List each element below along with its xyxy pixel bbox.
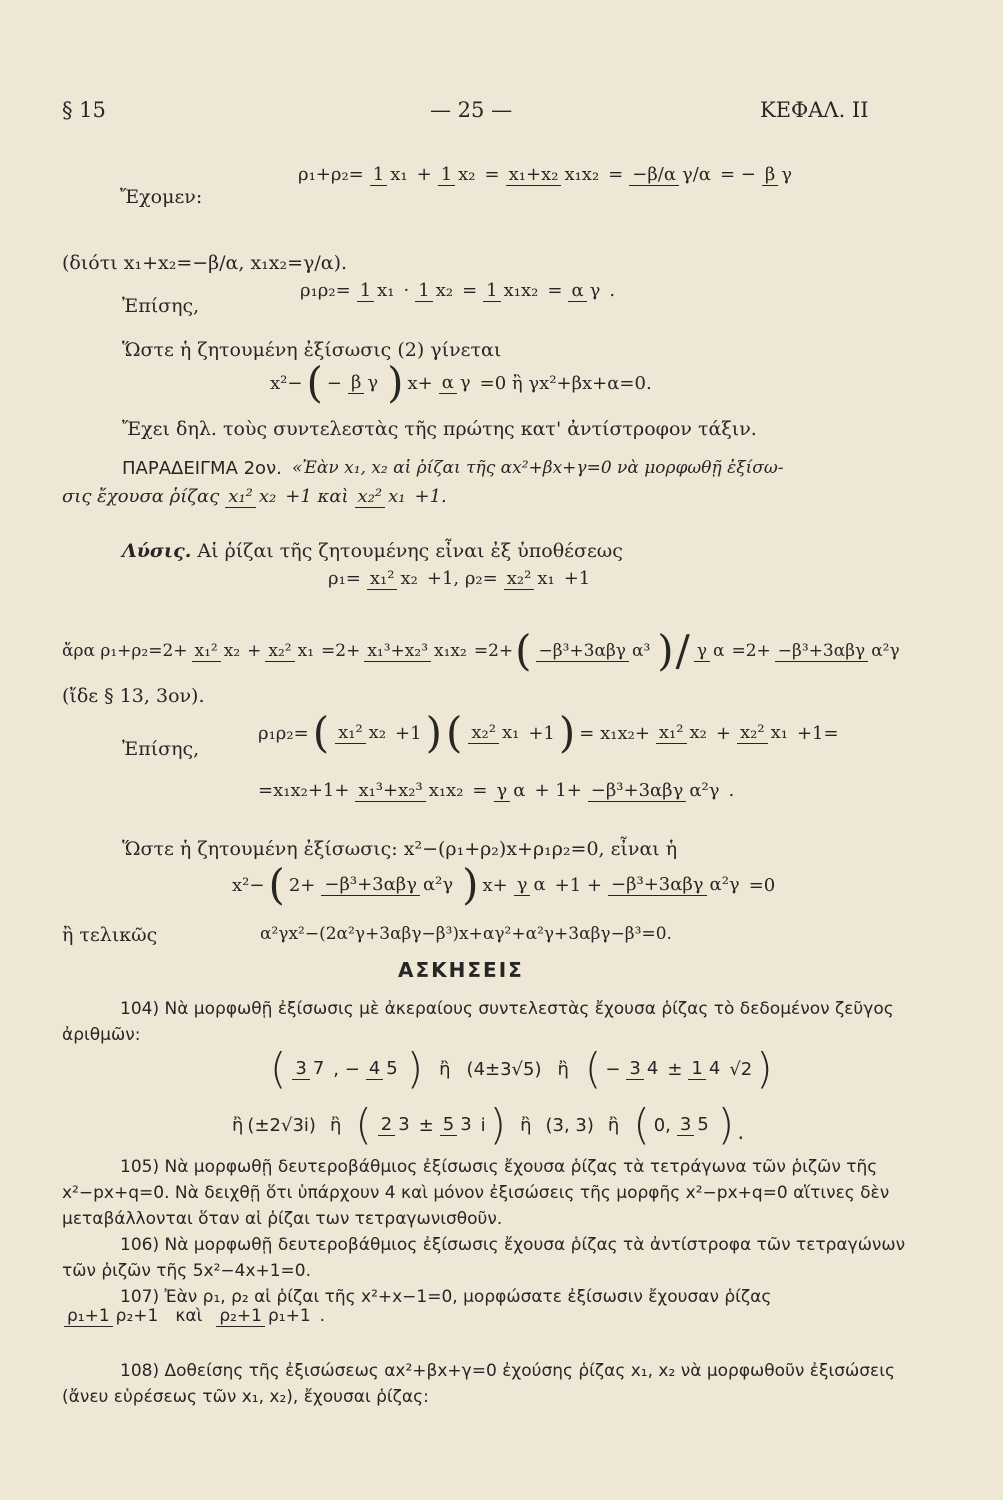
eq-term: =x₁x₂+1+: [258, 780, 350, 802]
numerator: γ: [514, 874, 531, 896]
equation-product: [258, 708, 839, 757]
eq-term: =: [472, 780, 488, 802]
denominator: 3: [398, 1114, 410, 1136]
page-number: — 25 —: [430, 98, 513, 122]
denominator: x₁x₂: [434, 640, 467, 661]
numerator: 3: [292, 1058, 309, 1080]
fraction: [364, 641, 470, 662]
denominator: α: [712, 640, 725, 661]
eq-term: ρ₁ρ₂=: [258, 722, 309, 744]
denominator: ρ₁+1: [268, 1306, 311, 1326]
eq-term: ἢ: [232, 1114, 244, 1136]
denominator: x₂: [368, 722, 387, 744]
denominator: x₂: [223, 640, 241, 661]
numerator: x₂²: [504, 568, 535, 590]
paren: (: [515, 626, 532, 675]
fraction: [608, 874, 743, 896]
numerator: 1: [438, 164, 455, 186]
exercise-108: 108) Δοθείσης τῆς ἐξισώσεως αx²+βx+γ=0 ἐχούσης ῥίζας x₁, x₂ νὰ μορφωθοῦν ἐξισώσεις (ἄνευ εὑρέσεως τῶν x₁, x₂), ἔχουσαι ῥίζας:: [62, 1361, 895, 1407]
text-line: Ἔχει δηλ. τοὺς συντελεστὰς τῆς πρώτης κατ' ἀντίστροφον τάξιν.: [122, 418, 757, 440]
eq-term: (±2√3i): [247, 1114, 316, 1136]
eq-term: ·: [403, 280, 410, 302]
fraction: [629, 164, 714, 186]
numerator: x₂²: [468, 722, 499, 744]
eq-term: ρ₁=: [328, 568, 361, 590]
equation-sum-roots: [298, 164, 797, 186]
paren: (: [445, 708, 463, 757]
fraction: [355, 780, 466, 802]
paren: ).: [717, 1100, 748, 1149]
equation-roots-def: [328, 568, 590, 590]
eq-term: καὶ: [175, 1306, 203, 1327]
eq-term: x²−: [232, 874, 265, 896]
fraction: [225, 486, 279, 508]
eq-term: (3, 3): [545, 1114, 594, 1136]
eq-term: +1.: [414, 486, 447, 508]
eq-term: =: [547, 280, 563, 302]
fraction: [321, 874, 456, 896]
fraction: [216, 1306, 313, 1327]
numerator: 3: [677, 1114, 694, 1136]
numerator: 1: [357, 280, 374, 302]
denominator: γ: [459, 372, 471, 394]
eq-term: ἢ: [329, 1114, 342, 1136]
exercise-104-pairs-row1: [270, 1044, 773, 1093]
denominator: x₁: [388, 486, 406, 507]
eq-term: ἢ: [607, 1114, 620, 1136]
fraction: [688, 1058, 723, 1080]
eq-term: σις ἔχουσα ῥίζας: [62, 486, 220, 508]
fraction: [775, 641, 903, 662]
line-lead: ἢ τελικῶς: [62, 924, 158, 946]
denominator: x₁: [501, 722, 520, 744]
numerator: 1: [415, 280, 432, 302]
equation-product-roots: [300, 280, 615, 302]
paren: ): [406, 1044, 424, 1093]
denominator: x₁: [377, 280, 395, 301]
fraction: [370, 164, 411, 186]
numerator: 1: [483, 280, 500, 302]
eq-term: i: [480, 1114, 486, 1136]
fraction: [367, 568, 421, 590]
numerator: 3: [626, 1058, 643, 1080]
exercise-104: 104) Νὰ μορφωθῇ ἐξίσωσις μὲ ἀκεραίους συντελεστὰς ἔχουσα ῥίζας τὸ δεδομένον ζεῦγος ἀριθμῶν:: [62, 999, 894, 1045]
eq-term: =: [484, 164, 500, 186]
fraction: [438, 164, 479, 186]
fraction: [762, 164, 795, 186]
eq-term: −: [605, 1058, 621, 1080]
paren: (: [584, 1044, 602, 1093]
eq-term: +1: [528, 722, 555, 744]
fraction: [357, 280, 398, 302]
fraction: [536, 641, 654, 662]
exercise-107: 107) Ἐὰν ρ₁, ρ₂ αἱ ῥίζαι τῆς x²+x−1=0, μορφώσατε ἐξίσωσιν ἔχουσαν ῥίζας: [120, 1287, 772, 1307]
numerator: ρ₁+1: [64, 1306, 113, 1327]
paren: (: [270, 1044, 287, 1093]
text-line: Ὥστε ἡ ζητουμένη ἐξίσωσις: x²−(ρ₁+ρ₂)x+ρ₁ρ₂=0, εἶναι ἡ: [122, 838, 678, 860]
eq-term: =0: [748, 874, 776, 896]
numerator: −β³+3αβγ: [536, 641, 629, 662]
eq-term: −: [326, 372, 342, 394]
denominator: x₁x₂: [564, 164, 600, 185]
fraction: [335, 722, 389, 744]
eq-term: =2+: [473, 641, 514, 661]
fraction: [506, 164, 603, 186]
numerator: γ: [494, 780, 511, 802]
fraction: [292, 1058, 327, 1080]
denominator: α³: [631, 640, 651, 661]
eq-term: .: [319, 1306, 326, 1327]
numerator: x₁²: [335, 722, 366, 744]
numerator: x₁³+x₂³: [364, 641, 431, 662]
numerator: 4: [366, 1058, 383, 1080]
numerator: x₁²: [192, 641, 221, 662]
eq-term: +: [247, 641, 262, 661]
denominator: x₂: [435, 280, 454, 301]
eq-term: √2: [729, 1058, 753, 1080]
eq-term: + 1+: [534, 780, 582, 802]
numerator: x₂²: [355, 486, 386, 508]
denominator: α²γ: [709, 874, 740, 896]
text-line: (διότι x₁+x₂=−β/α, x₁x₂=γ/α).: [62, 252, 348, 274]
numerator: −β³+3αβγ: [321, 874, 420, 896]
numerator: x₁+x₂: [506, 164, 562, 186]
paren: (: [306, 358, 323, 407]
fraction: [265, 641, 317, 662]
paren: ): [462, 860, 479, 909]
paren: ): [558, 708, 576, 757]
numerator: 5: [440, 1114, 457, 1136]
eq-term: 2+: [288, 874, 316, 896]
equation-final: α²γx²−(2α²γ+3αβγ−β³)x+αγ²+α²γ+3αβγ−β³=0.: [260, 924, 672, 944]
section-title: ΑΣΚΗΣΕΙΣ: [398, 958, 524, 982]
eq-term: =2+: [731, 641, 771, 661]
fraction: [656, 722, 710, 744]
eq-term: ἢ: [557, 1058, 569, 1080]
denominator: 7: [312, 1058, 325, 1080]
denominator: x₂: [258, 486, 277, 507]
eq-term: = x₁x₂+: [579, 722, 650, 744]
eq-term: 0,: [653, 1114, 671, 1136]
denominator: x₂: [400, 568, 418, 589]
eq-term: x+: [482, 874, 508, 896]
eq-term: +1: [395, 722, 422, 744]
denominator: γ: [781, 164, 793, 185]
fraction: [588, 780, 723, 802]
eq-term: ἢ: [520, 1114, 532, 1136]
eq-term: ±: [418, 1114, 434, 1136]
eq-term: +: [715, 722, 731, 744]
eq-term: = −: [719, 164, 756, 186]
eq-term: (4±3√5): [466, 1058, 542, 1080]
numerator: 1: [688, 1058, 705, 1080]
fraction: [468, 722, 522, 744]
solution-line: [122, 540, 623, 562]
eq-term: +: [416, 164, 432, 186]
numerator: −β³+3αβγ: [608, 874, 707, 896]
eq-term: =2+: [321, 641, 361, 661]
numerator: −β³+3αβγ: [775, 641, 868, 662]
denominator: α: [513, 780, 526, 801]
fraction: [355, 486, 409, 508]
fraction: [483, 280, 541, 302]
fraction: [626, 1058, 661, 1080]
chapter-label: ΚΕΦΑΛ. ΙΙ: [760, 98, 869, 122]
denominator: x₁: [390, 164, 408, 185]
eq-term: , −: [333, 1058, 360, 1080]
eq-term: +1=: [796, 722, 839, 744]
fraction: [415, 280, 456, 302]
numerator: γ: [694, 641, 710, 662]
exercise-107-roots: [62, 1306, 325, 1327]
exercise-104-pairs-row2: [232, 1100, 748, 1149]
fraction: [568, 280, 603, 302]
paren: (: [633, 1100, 650, 1149]
section-number: § 15: [62, 98, 106, 122]
solution-text: Αἱ ῥίζαι τῆς ζητουμένης εἶναι ἐξ ὑποθέσεως: [191, 540, 623, 562]
eq-term: +1 καὶ: [285, 486, 349, 508]
fraction: [440, 1114, 475, 1136]
exercise-106: 106) Νὰ μορφωθῇ δευτεροβάθμιος ἐξίσωσις ἔχουσα ῥίζας τὰ ἀντίστροφα τῶν τετραγώνων τῶν ῥιζῶν τῆς 5x²−4x+1=0.: [62, 1235, 906, 1281]
numerator: β: [348, 372, 364, 394]
denominator: 4: [646, 1058, 659, 1080]
eq-term: =0 ἢ γx²+βx+α=0.: [479, 372, 652, 394]
denominator: x₂: [689, 722, 707, 744]
paren: ): [756, 1044, 773, 1093]
line-lead: Ἐπίσης,: [122, 295, 200, 317]
fraction: [504, 568, 558, 590]
denominator: α²γ: [422, 874, 454, 896]
eq-term: =: [462, 280, 478, 302]
fraction: [677, 1114, 712, 1136]
denominator: x₁: [297, 640, 315, 661]
denominator: 5: [386, 1058, 398, 1080]
numerator: x₂²: [737, 722, 768, 744]
fraction: [378, 1114, 413, 1136]
numerator: α: [439, 372, 457, 394]
equation-product-cont: [258, 780, 734, 802]
paren: ): [425, 708, 442, 757]
slash: /: [675, 626, 690, 675]
eq-term: x²−: [270, 372, 303, 394]
denominator: 4: [708, 1058, 721, 1080]
paren: ): [489, 1100, 507, 1149]
paren: (: [312, 708, 330, 757]
paren: ): [387, 358, 404, 407]
paren: (: [355, 1100, 372, 1149]
example-text: «Ἐὰν x₁, x₂ αἱ ῥίζαι τῆς αx²+βx+γ=0 νὰ μορφωθῇ ἐξίσω-: [292, 458, 784, 478]
eq-term: .: [609, 280, 616, 302]
numerator: 1: [370, 164, 387, 186]
line-lead: Ἐπίσης,: [122, 738, 200, 760]
equation-sum: [62, 626, 905, 675]
denominator: α: [533, 874, 546, 896]
numerator: β: [762, 164, 778, 186]
eq-term: ἢ: [439, 1058, 451, 1080]
numerator: −β³+3αβγ: [588, 780, 687, 802]
numerator: x₁²: [367, 568, 398, 590]
fraction: [514, 874, 549, 896]
numerator: ρ₂+1: [216, 1306, 265, 1327]
eq-term: ρ₁+ρ₂=: [298, 164, 364, 186]
eq-term: x+: [407, 372, 433, 394]
fraction: [439, 372, 474, 394]
eq-term: +1 +: [554, 874, 602, 896]
eq-term: =: [608, 164, 624, 186]
denominator: ρ₂+1: [115, 1306, 159, 1326]
eq-term: ἄρα ρ₁+ρ₂=2+: [62, 641, 188, 661]
text-line: Ὥστε ἡ ζητουμένη ἐξίσωσις (2) γίνεται: [122, 339, 502, 361]
fraction: [64, 1306, 161, 1327]
numerator: x₁²: [656, 722, 687, 744]
denominator: α²γ: [689, 780, 720, 801]
fraction: [192, 641, 244, 662]
eq-term: .: [728, 780, 735, 802]
denominator: x₁x₂: [503, 280, 539, 301]
solution-label: Λύσις.: [122, 540, 192, 562]
example-title: ΠΑΡΑΔΕΙΓΜΑ 2ον.: [122, 458, 282, 479]
paren: (: [268, 860, 285, 909]
fraction: [494, 780, 529, 802]
numerator: 2: [378, 1114, 395, 1136]
paren: ): [657, 626, 674, 675]
eq-term: +1, ρ₂=: [426, 568, 498, 590]
line-lead: Ἔχομεν:: [120, 186, 203, 208]
denominator: γ: [589, 280, 601, 301]
example-roots: [62, 486, 447, 508]
fraction: [694, 641, 728, 662]
denominator: x₂: [458, 164, 476, 185]
text-line: (ἴδε § 13, 3ον).: [62, 685, 205, 707]
denominator: x₁x₂: [428, 780, 464, 801]
denominator: α²γ: [871, 640, 900, 661]
eq-term: ±: [667, 1058, 683, 1080]
denominator: 3: [460, 1114, 472, 1136]
fraction: [348, 372, 381, 394]
fraction: [737, 722, 791, 744]
equation-final-form: [232, 860, 776, 909]
numerator: x₂²: [265, 641, 294, 662]
equation-result: [270, 358, 652, 407]
eq-term: +1: [563, 568, 591, 590]
numerator: α: [568, 280, 586, 302]
denominator: γ: [367, 372, 379, 394]
exercise-105: 105) Νὰ μορφωθῇ δευτεροβάθμιος ἐξίσωσις ἔχουσα ῥίζας τὰ τετράγωνα τῶν ῥιζῶν τῆς x²−px+q=0. Νὰ δειχθῇ ὅτι ὑπάρχουν 4 καὶ μόνον ἐξισώσεις τῆς μορφῆς x²−px+q=0 αἵτινες δὲν μεταβάλλονται ὅταν αἱ ῥίζαι των τετραγωνισθοῦν.: [62, 1157, 890, 1229]
numerator: x₁²: [225, 486, 256, 508]
eq-term: ρ₁ρ₂=: [300, 280, 351, 302]
numerator: −β/α: [629, 164, 679, 186]
denominator: γ/α: [681, 164, 711, 185]
numerator: x₁³+x₂³: [355, 780, 425, 802]
denominator: 5: [697, 1114, 709, 1136]
fraction: [366, 1058, 401, 1080]
denominator: x₁: [537, 568, 555, 589]
denominator: x₁: [770, 722, 788, 744]
